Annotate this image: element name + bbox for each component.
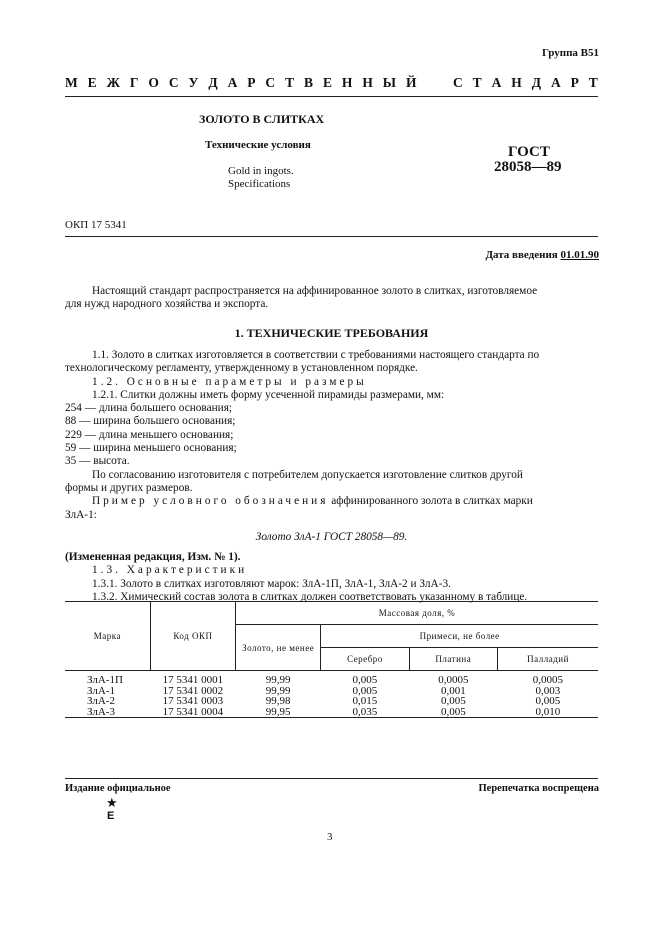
banner-letter: У <box>188 75 199 90</box>
gost-label: ГОСТ <box>508 144 550 160</box>
table-cell: 17 5341 0002 <box>162 684 224 697</box>
document-subtitle: Технические условия <box>205 139 311 151</box>
banner-letter: Т <box>588 75 598 90</box>
page-number: 3 <box>327 831 333 843</box>
header-palladium: Палладий <box>498 648 598 671</box>
table-cell: 0,005 <box>352 674 378 686</box>
table-cell: 99,99 <box>265 684 291 697</box>
introduction-date-value: 01.01.90 <box>560 249 599 261</box>
banner-letter: С <box>265 75 276 90</box>
banner-letter: Р <box>247 75 256 90</box>
chemical-composition-table <box>65 601 598 718</box>
table-cell: 0,035 <box>321 707 409 718</box>
banner-letter: Е <box>322 75 332 90</box>
table-cell: 99,99 <box>265 674 291 686</box>
banner-letter: Т <box>472 75 482 90</box>
banner-letter: Ж <box>106 75 120 90</box>
footer-rule <box>65 778 598 779</box>
banner-letter: А <box>227 75 238 90</box>
header-silver: Серебро <box>321 648 409 671</box>
table-cell: 17 5341 0004 <box>150 707 235 718</box>
gost-number: 28058—89 <box>494 159 562 175</box>
banner-letter: Р <box>570 75 579 90</box>
table-row <box>65 671 598 686</box>
table-cell: 0,0005 <box>438 674 469 686</box>
dimension-item: 59 — ширина меньшего основания; <box>65 442 237 455</box>
group-code: Группа В51 <box>541 47 599 59</box>
table-row <box>65 696 598 707</box>
table-cell: ЗлА-2 <box>87 695 115 707</box>
banner-letter: С <box>453 75 463 90</box>
table-cell: 0,003 <box>535 684 561 697</box>
agreement-text: По согласованию изготовителя с потребителем допускается изготовление слитков другой <box>92 468 523 481</box>
table-cell: 0,001 <box>440 684 466 697</box>
clause-1-3-1: 1.3.1. Золото в слитках изготовляют марок: ЗлА-1П, ЗлА-1, ЗлА-2 и ЗлА-3. <box>92 577 451 590</box>
banner-letter <box>426 75 429 91</box>
table-row <box>65 707 598 718</box>
example-label: Пример условного обозначения <box>92 495 329 508</box>
dimension-item: 35 — высота. <box>65 455 130 468</box>
table-row <box>65 686 598 697</box>
dimension-item: 254 — длина большего основания; <box>65 402 233 415</box>
clause-1-1: 1.1. Золото в слитках изготовляется в соответствии с требованиями настоящего стандарта по <box>92 349 540 361</box>
okp-code: ОКП 17 5341 <box>65 219 127 231</box>
header-gold: Золото, не менее <box>236 625 321 671</box>
table-cell: ЗлА-1П <box>87 674 123 686</box>
table-cell: ЗлА-3 <box>65 707 150 718</box>
header-grade: Марка <box>65 602 150 671</box>
table-cell: 99,95 <box>236 707 321 718</box>
interstate-standard-banner <box>65 75 598 91</box>
english-subtitle: Specifications <box>228 178 291 190</box>
header-platinum: Платина <box>409 648 498 671</box>
header-impurities: Примеси, не более <box>321 625 598 648</box>
table-cell: 0,005 <box>440 695 466 707</box>
dimension-item: 88 — ширина большего основания; <box>65 415 236 428</box>
banner-letter: Й <box>405 75 417 90</box>
document-title: ЗОЛОТО В СЛИТКАХ <box>199 112 325 126</box>
banner-letter: Е <box>87 75 97 90</box>
table-cell: 17 5341 0001 <box>162 674 224 686</box>
edition-mark: Е <box>107 810 115 822</box>
example-grade: ЗлА-1: <box>65 508 97 521</box>
banner-letter: Г <box>129 75 139 90</box>
introduction-date-label: Дата введения <box>485 249 561 261</box>
example-heading <box>65 495 598 508</box>
intro-line: Настоящий стандарт распространяется на аффинированное золото в слитках, изготовляемое <box>92 285 538 297</box>
banner-letter: Т <box>285 75 295 90</box>
banner-letter: Ы <box>382 75 397 90</box>
banner-letter: Д <box>531 75 542 90</box>
banner-letter: Н <box>341 75 353 90</box>
official-edition: Издание официальное <box>65 783 171 794</box>
english-title: Gold in ingots. <box>228 165 294 177</box>
amendment-note: (Измененная редакция, Изм. № 1). <box>65 551 241 564</box>
table-cell: 17 5341 0003 <box>162 695 224 707</box>
table-cell: 0,005 <box>352 684 378 697</box>
okp-rule <box>65 236 598 237</box>
banner-letter: О <box>148 75 159 90</box>
table-cell: 0,005 <box>409 707 498 718</box>
star-icon: ★ <box>106 795 118 810</box>
header-mass-fraction: Массовая доля, % <box>236 602 598 625</box>
intro-paragraph <box>65 285 598 312</box>
clause-1-3-2: 1.3.2. Химический состав золота в слитках должен соответствовать указанному в таблице. <box>92 591 528 604</box>
clause-1-1-cont: технологическому регламенту, утвержденному в установленном порядке. <box>65 362 418 375</box>
banner-letter: С <box>168 75 179 90</box>
banner-letter: Д <box>208 75 218 90</box>
banner-letter: М <box>65 75 78 90</box>
section-heading: 1. ТЕХНИЧЕСКИЕ ТРЕБОВАНИЯ <box>234 326 429 340</box>
clause-1-3: 1.3. Характеристики <box>92 564 248 577</box>
reprint-notice: Перепечатка воспрещена <box>478 783 599 794</box>
dimension-item: 229 — длина меньшего основания; <box>65 428 234 441</box>
example-designation: Золото ЗлА-1 ГОСТ 28058—89. <box>255 530 408 543</box>
introduction-date <box>485 249 599 261</box>
table-cell: 0,0005 <box>532 674 563 686</box>
intro-line: для нужд народного хозяйства и экспорта. <box>65 298 269 311</box>
header-rule <box>65 96 598 97</box>
header-okp: Код ОКП <box>150 602 235 671</box>
banner-letter: В <box>304 75 314 90</box>
banner-letter: А <box>491 75 502 90</box>
table-cell: 0,010 <box>498 707 598 718</box>
banner-letter: Н <box>511 75 522 90</box>
agreement-text-cont: формы и других размеров. <box>65 481 193 494</box>
clause-1-2-1: 1.2.1. Слитки должны иметь форму усеченной пирамиды размерами, мм: <box>92 388 445 401</box>
clause-1-2: 1.2. Основные параметры и размеры <box>92 375 367 388</box>
table-cell: 0,005 <box>535 695 561 707</box>
table-cell: 99,98 <box>265 695 291 707</box>
banner-letter: Н <box>362 75 373 90</box>
banner-letter: А <box>550 75 561 90</box>
example-text: аффинированного золота в слитках марки <box>328 495 533 508</box>
table-cell: ЗлА-1 <box>87 684 115 697</box>
banner-letter <box>440 75 443 91</box>
section-body <box>65 349 598 604</box>
table-cell: 0,015 <box>352 695 378 707</box>
table-body <box>65 671 598 718</box>
